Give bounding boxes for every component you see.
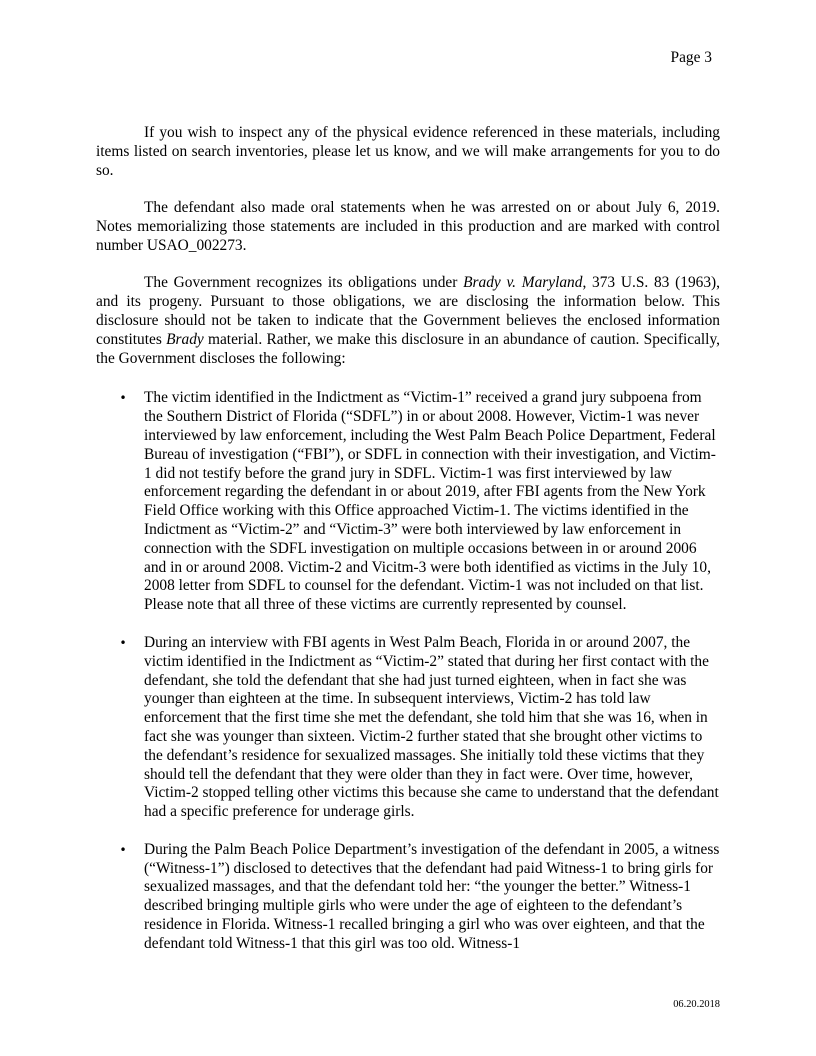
brady-text-middle: , 373 U.S. 83 (1963), and its progeny. Pursuant to those obligations, we are disclosing the information below. This disclosure should not be taken to indicate that the Government believes the enclosed information constitutes — [96, 274, 721, 348]
disclosure-list — [96, 389, 720, 953]
paragraph-brady-disclosure — [96, 274, 720, 368]
paragraph-oral-statements: The defendant also made oral statements when he was arrested on or about July 6, 2019. Notes memorializing those statements are included in this production and are marked with control number USAO_002273. — [96, 199, 720, 254]
case-citation: Brady v. Maryland — [463, 274, 583, 292]
brady-text-start: The Government recognizes its obligations under — [144, 274, 464, 292]
brady-term: Brady — [166, 330, 204, 348]
paragraph-physical-evidence: If you wish to inspect any of the physical evidence referenced in these materials, including items listed on search inventories, please let us know, and we will make arrangements for you to do so. — [96, 124, 720, 179]
bullet-icon: • — [119, 842, 127, 857]
list-item-text: During the Palm Beach Police Department’s investigation of the defendant in 2005, a witness (“Witness-1”) disclosed to detectives that the defendant had paid Witness-1 to bring girls for sexualized massages, and that the defendant told her: “the younger the better.” Witness-1 described bringing multiple girls who were under the age of eighteen to the defendant’s residence in Florida. Witness-1 recalled bringing a girl who was over eighteen, and that the defendant told Witness-1 that this girl was too old. Witness-1 — [144, 840, 720, 952]
brady-text-end: material. Rather, we make this disclosure in an abundance of caution. Specifically, the Government discloses the following: — [96, 330, 720, 367]
list-item — [96, 389, 720, 615]
letter-body — [96, 124, 720, 973]
list-item — [96, 841, 720, 954]
list-item — [96, 634, 720, 822]
bullet-icon: • — [119, 635, 127, 650]
list-item-text: During an interview with FBI agents in West Palm Beach, Florida in or around 2007, the victim identified in the Indictment as “Victim-2” stated that during her first contact with the defendant, she told the defendant that she had just turned eighteen, when in fact she was younger than eighteen at the time. In subsequent interviews, Victim-2 has told law enforcement that the first time she met the defendant, she told him that she was 16, when in fact she was younger than sixteen. Victim-2 further stated that she brought other victims to the defendant’s residence for sexualized massages. She initially told these victims that they should tell the defendant that they were older than they in fact were. Over time, however, Victim-2 stopped telling other victims this because she came to understand that the defendant had a specific preference for underage girls. — [144, 633, 719, 821]
bullet-icon: • — [119, 391, 127, 406]
list-item-text: The victim identified in the Indictment as “Victim-1” received a grand jury subpoena from the Southern District of Florida (“SDFL”) in or about 2008. However, Victim-1 was never interviewed by law enforcement, including the West Palm Beach Police Department, Federal Bureau of investigation (“FBI”), or SDFL in connection with their investigation, and Victim-1 did not testify before the grand jury in SDFL. Victim-1 was first interviewed by law enforcement regarding the defendant in or about 2019, after FBI agents from the New York Field Office working with this Office approached Victim-1. The victims identified in the Indictment as “Victim-2” and “Victim-3” were both interviewed by law enforcement in connection with the SDFL investigation on multiple occasions between in or around 2006 and in or around 2008. Victim-2 and Vicitm-3 were both identified as victims in the July 10, 2008 letter from SDFL to counsel for the defendant. Victim-1 was not included on that list. Please note that all three of these victims are currently represented by counsel. — [144, 389, 716, 614]
page-number: Page 3 — [670, 49, 712, 66]
footer-date: 06.20.2018 — [673, 999, 720, 1010]
